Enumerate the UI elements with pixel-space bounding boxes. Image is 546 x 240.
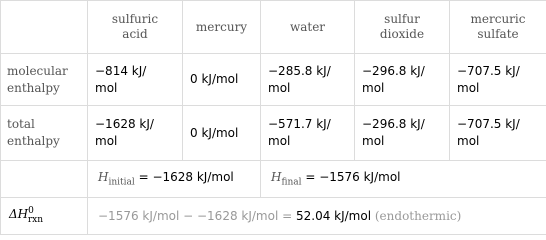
summary-row bbox=[1, 161, 546, 198]
table-row bbox=[1, 106, 546, 161]
table-cell: −1628 kJ/ mol bbox=[88, 106, 183, 161]
table-cell: −296.8 kJ/ mol bbox=[355, 106, 450, 161]
corner-cell bbox=[1, 1, 88, 54]
h-initial-value: = −1628 kJ/mol bbox=[134, 170, 234, 185]
delta-h-symbol: ΔH bbox=[9, 207, 29, 222]
delta-h-superscript: 0 bbox=[28, 206, 34, 217]
column-header-sulfuric-acid: sulfuric acid bbox=[88, 1, 183, 54]
column-header-mercuric-sulfate: mercuric sulfate bbox=[450, 1, 546, 54]
h-initial-cell bbox=[88, 161, 261, 198]
table-cell: −296.8 kJ/ mol bbox=[355, 54, 450, 106]
delta-h-result: 52.04 kJ/mol bbox=[295, 209, 372, 223]
table-cell: 0 kJ/mol bbox=[183, 106, 261, 161]
row-label-molecular-enthalpy: molecular enthalpy bbox=[1, 54, 88, 106]
table-cell: −814 kJ/ mol bbox=[88, 54, 183, 106]
header-row bbox=[1, 1, 546, 54]
row-label-total-enthalpy: total enthalpy bbox=[1, 106, 88, 161]
summary-corner-cell bbox=[1, 161, 88, 198]
delta-h-expression-cell bbox=[88, 198, 546, 235]
delta-h-rxn-label bbox=[1, 198, 88, 235]
column-header-sulfur-dioxide: sulfur dioxide bbox=[355, 1, 450, 54]
h-final-symbol: H bbox=[271, 170, 282, 185]
table-cell: 0 kJ/mol bbox=[183, 54, 261, 106]
h-initial-symbol: H bbox=[98, 170, 109, 185]
table-row bbox=[1, 54, 546, 106]
column-header-water: water bbox=[261, 1, 355, 54]
delta-h-subscript: rxn bbox=[27, 214, 44, 225]
h-final-subscript: final bbox=[281, 177, 302, 188]
table-cell: −285.8 kJ/ mol bbox=[261, 54, 355, 106]
reaction-enthalpy-row bbox=[1, 198, 546, 235]
delta-h-note: (endothermic) bbox=[371, 209, 462, 223]
h-initial-subscript: initial bbox=[108, 177, 135, 188]
table-cell: −571.7 kJ/ mol bbox=[261, 106, 355, 161]
h-final-value: = −1576 kJ/mol bbox=[301, 170, 401, 185]
table-cell: −707.5 kJ/ mol bbox=[450, 106, 546, 161]
table-cell: −707.5 kJ/ mol bbox=[450, 54, 546, 106]
column-header-mercury: mercury bbox=[183, 1, 261, 54]
delta-h-expression: −1576 kJ/mol − −1628 kJ/mol = bbox=[98, 209, 296, 223]
h-final-cell bbox=[261, 161, 546, 198]
